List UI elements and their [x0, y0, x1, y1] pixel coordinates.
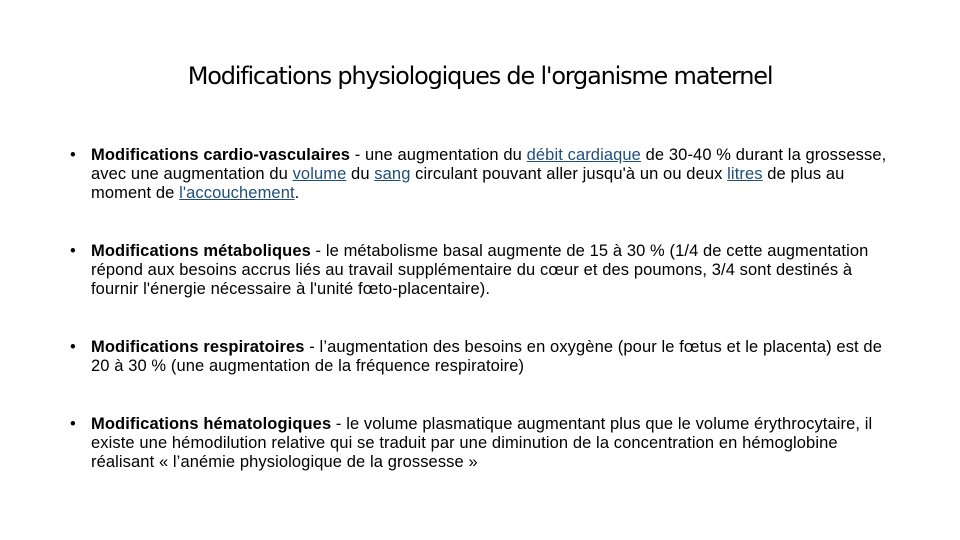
link-sang[interactable]: sang [374, 165, 411, 183]
link-accouchement[interactable]: l'accouchement [179, 184, 295, 202]
bullet-icon: • [70, 242, 76, 260]
bullet-text: circulant pouvant aller jusqu'à un ou deux [410, 165, 728, 183]
bullet-term: Modifications métaboliques [91, 242, 311, 260]
bullet-text: de 30-40 % durant la grossesse, avec une augmentation du [91, 146, 887, 183]
bullet-text: - le volume plasmatique augmentant plus que le volume érythrocytaire, il existe une hémodilution relative qui se traduit par une diminution de la concentration en hémoglobine réalisant « l’anémie physiologique de la grossesse » [91, 415, 873, 471]
bullet-term: Modifications hématologiques [91, 415, 332, 433]
link-debit-cardiaque[interactable]: débit cardiaque [526, 146, 641, 164]
bullet-text: - l’augmentation des besoins en oxygène (pour le fœtus et le placenta) est de 20 à 30 % (une augmentation de la fréquence respiratoire) [91, 338, 882, 375]
slide-title: Modifications physiologiques de l'organisme maternel [187, 62, 773, 90]
bullet-term: Modifications cardio-vasculaires [91, 146, 351, 164]
bullet-respiratoires [70, 338, 890, 376]
link-litres[interactable]: litres [727, 165, 763, 183]
bullet-term: Modifications respiratoires [91, 338, 305, 356]
bullet-text: - une augmentation du [350, 146, 527, 164]
bullet-hematologiques [70, 415, 890, 472]
link-volume[interactable]: volume [292, 165, 347, 183]
bullet-list [70, 146, 890, 472]
bullet-text: de plus au moment de [91, 165, 845, 202]
bullet-icon: • [70, 338, 76, 356]
bullet-cardio-vasculaires [70, 146, 890, 203]
bullet-text: . [294, 184, 300, 202]
bullet-text: - le métabolisme basal augmente de 15 à 30 % (1/4 de cette augmentation répond aux besoins accrus liés au travail supplémentaire du cœur et des poumons, 3/4 sont destinés à fournir l'énergie nécessaire à l'unité fœto-placentaire). [91, 242, 869, 298]
bullet-icon: • [70, 415, 76, 433]
bullet-icon: • [70, 146, 76, 164]
bullet-metaboliques [70, 242, 890, 299]
bullet-text: du [346, 165, 375, 183]
